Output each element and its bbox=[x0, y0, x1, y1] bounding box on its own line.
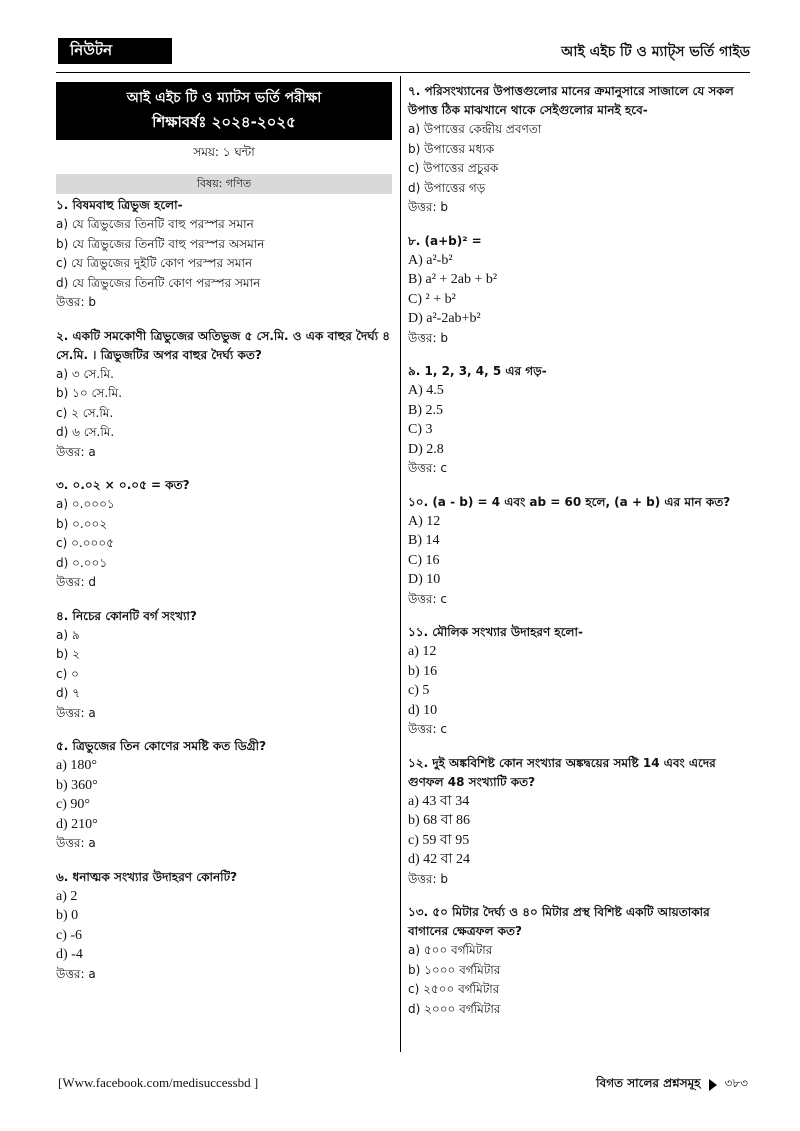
footer-section bbox=[596, 1075, 748, 1095]
question-text: ৩. ০.০২ × ০.০৫ = কত? bbox=[56, 478, 190, 492]
question-option: d) 10 bbox=[408, 702, 438, 718]
question-option: b) 0 bbox=[56, 908, 79, 923]
question-block bbox=[408, 903, 750, 1019]
question-option: D) 10 bbox=[408, 572, 441, 587]
question-option: d) 210° bbox=[56, 816, 98, 832]
page-number: ৩৮৩ bbox=[724, 1076, 748, 1090]
question-text: ৬. ধনাত্মক সংখ্যার উদাহরণ কোনটি? bbox=[56, 869, 238, 884]
question-option: a) 12 bbox=[408, 644, 437, 659]
question-block bbox=[56, 737, 392, 854]
question-option: d) ৬ সে.মি. bbox=[56, 425, 115, 439]
question-block bbox=[408, 754, 750, 890]
question-option: b) ১০০০ বর্গমিটার bbox=[408, 962, 501, 977]
footer-section-label: বিগত সালের প্রশ্নসমূহ bbox=[596, 1076, 701, 1090]
answer-text: উত্তর: c bbox=[408, 461, 447, 475]
right-column bbox=[408, 82, 750, 1033]
question-option: a) 2 bbox=[56, 888, 78, 904]
question-option: c) উপাত্তের প্রচুরক bbox=[408, 161, 499, 175]
question-option: C) ² + b² bbox=[408, 291, 456, 307]
question-text: ৭. পরিসংখ্যানের উপাত্তগুলোর মানের ক্রমানুসারে সাজালে যে সকল উপাত্ত ঠিক মাঝখানে থাকে সেইগুলোর মানই হবে- bbox=[408, 84, 734, 117]
question-option: a) 43 বা 34 bbox=[408, 793, 470, 809]
question-option: b) যে ত্রিভুজের তিনটি বাহু পরস্পর অসমান bbox=[56, 236, 265, 251]
question-option: a) যে ত্রিভুজের তিনটি বাহু পরস্পর সমান bbox=[56, 217, 254, 231]
answer-text: উত্তর: b bbox=[408, 871, 449, 886]
answer-text: উত্তর: a bbox=[56, 836, 96, 850]
question-option: b) ২ bbox=[56, 647, 80, 661]
question-option: D) 2.8 bbox=[408, 441, 444, 457]
question-block bbox=[56, 196, 392, 313]
question-block bbox=[408, 82, 750, 218]
question-option: d) 42 বা 24 bbox=[408, 852, 471, 867]
question-option: a) 180° bbox=[56, 758, 97, 773]
question-option: C) 16 bbox=[408, 552, 440, 568]
question-option: C) 3 bbox=[408, 422, 433, 437]
question-option: c) ০.০০০৫ bbox=[56, 536, 114, 550]
question-option: b) 16 bbox=[408, 663, 438, 679]
column-divider bbox=[400, 76, 401, 1052]
question-option: d) উপাত্তের গড় bbox=[408, 180, 486, 195]
question-text: ১৩. ৫০ মিটার দৈর্ঘ্য ও ৪০ মিটার প্রস্থ বিশিষ্ট একটি আয়তাকার বাগানের ক্ষেত্রফল কত? bbox=[408, 905, 710, 938]
left-column bbox=[56, 82, 392, 998]
exam-duration: সময়: ১ ঘন্টা bbox=[193, 145, 255, 159]
question-option: d) ২০০০ বর্গমিটার bbox=[408, 1001, 501, 1016]
question-text: ১০. (a - b) = 4 এবং ab = 60 হলে, (a + b) এর মান কত? bbox=[408, 494, 731, 509]
exam-title: আই এইচ টি ও ম্যাটস ভর্তি পরীক্ষা bbox=[126, 90, 322, 106]
brand-label: নিউটন bbox=[58, 38, 172, 64]
question-text: ১. বিষমবাহু ত্রিভুজ হলো- bbox=[56, 198, 183, 212]
footer-link[interactable]: [Www.facebook.com/medisuccessbd ] bbox=[58, 1075, 259, 1090]
question-option: a) উপাত্তের কেন্দ্রীয় প্রবণতা bbox=[408, 122, 542, 136]
question-block bbox=[408, 623, 750, 740]
answer-text: উত্তর: a bbox=[56, 966, 96, 981]
left-question-list bbox=[56, 196, 392, 984]
answer-text: উত্তর: d bbox=[56, 575, 97, 589]
question-option: c) -6 bbox=[56, 927, 83, 943]
question-option: b) ১০ সে.মি. bbox=[56, 386, 123, 400]
question-option: a) ০.০০০১ bbox=[56, 497, 115, 511]
answer-text: উত্তর: a bbox=[56, 444, 96, 459]
question-option: a) ৫০০ বর্গমিটার bbox=[408, 943, 493, 957]
question-text: ৯. 1, 2, 3, 4, 5 এর গড়- bbox=[408, 364, 547, 378]
question-option: c) 5 bbox=[408, 683, 430, 698]
question-option: c) ২৫০০ বর্গমিটার bbox=[408, 982, 500, 996]
question-option: D) a²-2ab+b² bbox=[408, 311, 481, 326]
question-option: d) যে ত্রিভুজের তিনটি কোণ পরস্পর সমান bbox=[56, 275, 261, 290]
question-block bbox=[56, 868, 392, 985]
question-option: b) 360° bbox=[56, 777, 98, 793]
answer-text: উত্তর: a bbox=[56, 705, 96, 720]
question-option: c) 59 বা 95 bbox=[408, 832, 470, 848]
question-text: ৪. নিচের কোনটি বর্গ সংখ্যা? bbox=[56, 608, 197, 623]
question-text: ৫. ত্রিভুজের তিন কোণের সমষ্টি কত ডিগ্রী? bbox=[56, 739, 267, 753]
question-option: c) যে ত্রিভুজের দুইটি কোণ পরস্পর সমান bbox=[56, 256, 253, 270]
question-option: a) ৩ সে.মি. bbox=[56, 366, 114, 381]
question-option: b) 68 বা 86 bbox=[408, 813, 471, 828]
question-block bbox=[408, 362, 750, 479]
question-text: ৮. (a+b)² = bbox=[408, 233, 482, 248]
question-text: ১১. মৌলিক সংখ্যার উদাহরণ হলো- bbox=[408, 625, 583, 639]
question-option: B) 14 bbox=[408, 533, 440, 548]
exam-header bbox=[56, 82, 392, 140]
guide-title: আই এইচ টি ও ম্যাট্স ভর্তি গাইড bbox=[561, 44, 750, 60]
question-block bbox=[408, 232, 750, 349]
question-option: d) ৭ bbox=[56, 686, 80, 700]
question-block bbox=[56, 476, 392, 593]
question-option: c) ২ সে.মি. bbox=[56, 405, 114, 420]
question-block bbox=[56, 327, 392, 463]
answer-text: উত্তর: b bbox=[408, 200, 449, 214]
answer-text: উত্তর: c bbox=[408, 591, 447, 606]
question-text: ২. একটি সমকোণী ত্রিভুজের অতিভুজ ৫ সে.মি. ও এক বাহুর দৈর্ঘ্য ৪ সে.মি. । ত্রিভুজটির অপর বাহুর দৈর্ঘ্য কত? bbox=[56, 328, 391, 362]
question-text: ১২. দুই অঙ্কবিশিষ্ট কোন সংখ্যার অঙ্কদ্বয়ের সমষ্টি 14 এবং এদের গুণফল 48 সংখ্যাটি কত? bbox=[408, 755, 716, 789]
answer-text: উত্তর: b bbox=[408, 330, 449, 345]
question-block bbox=[56, 607, 392, 724]
question-option: A) 12 bbox=[408, 513, 441, 529]
exam-session: শিক্ষাবর্ষঃ ২০২৪-২০২৫ bbox=[152, 113, 296, 131]
header-rule bbox=[56, 72, 750, 73]
answer-text: উত্তর: b bbox=[56, 295, 97, 309]
answer-text: উত্তর: c bbox=[408, 722, 447, 736]
question-option: d) ০.০০১ bbox=[56, 555, 108, 570]
right-question-list bbox=[408, 82, 750, 1019]
question-option: c) ০ bbox=[56, 666, 79, 681]
question-block bbox=[408, 493, 750, 610]
question-option: B) 2.5 bbox=[408, 402, 443, 418]
play-arrow-icon bbox=[709, 1079, 717, 1091]
question-option: c) 90° bbox=[56, 797, 90, 812]
question-option: d) -4 bbox=[56, 947, 83, 962]
question-option: a) ৯ bbox=[56, 627, 80, 642]
question-option: B) a² + 2ab + b² bbox=[408, 272, 498, 287]
subject-bar: বিষয়: গণিত bbox=[56, 174, 392, 194]
question-option: A) 4.5 bbox=[408, 383, 444, 398]
question-option: b) ০.০০২ bbox=[56, 516, 108, 531]
question-option: b) উপাত্তের মধ্যক bbox=[408, 141, 495, 156]
question-option: A) a²-b² bbox=[408, 252, 453, 268]
